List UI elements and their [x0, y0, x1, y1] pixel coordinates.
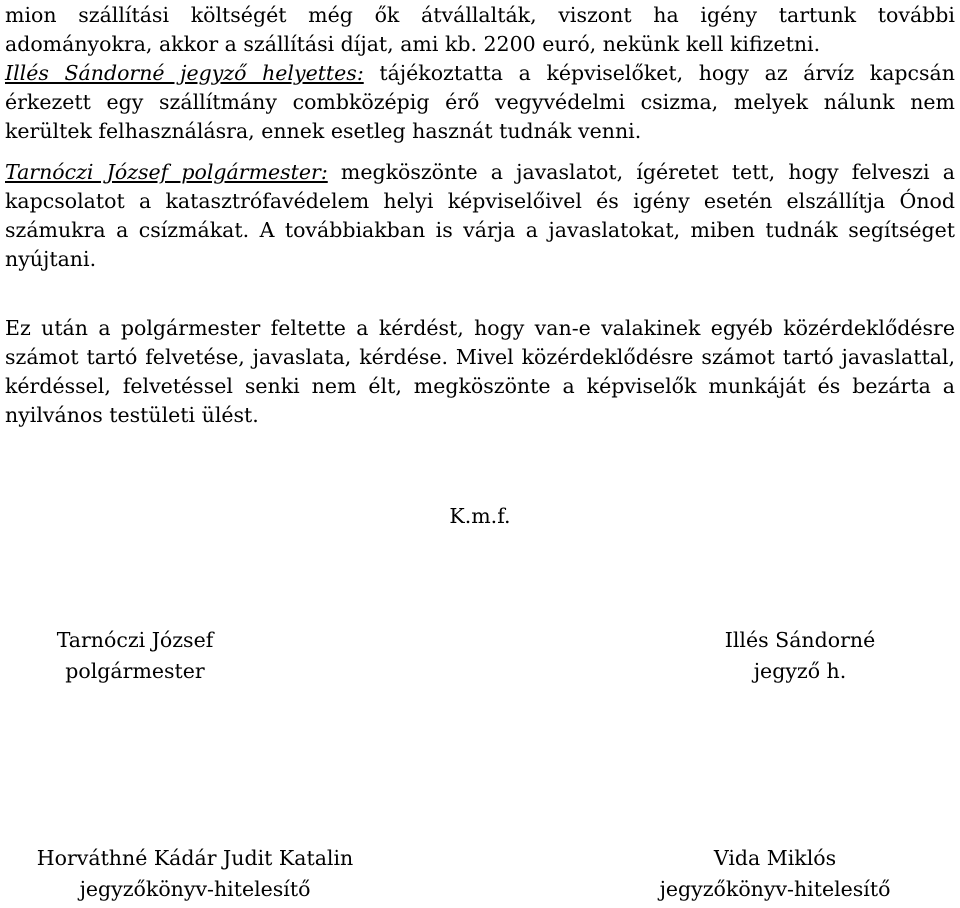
kmf-label: K.m.f. [449, 504, 511, 528]
signature-title: jegyzőkönyv-hitelesítő [659, 877, 891, 901]
paragraph-notary-deputy [5, 59, 955, 146]
signature-block-mayor [5, 625, 265, 687]
signature-name: Vida Miklós [713, 846, 837, 870]
signature-title: jegyző h. [753, 659, 847, 683]
speaker-mayor: Tarnóczi József polgármester: [5, 160, 328, 184]
signature-block-authenticator-2 [610, 843, 940, 905]
signature-title: polgármester [65, 659, 205, 683]
signature-name: Horváthné Kádár Judit Katalin [36, 846, 354, 870]
signature-title: jegyzőkönyv-hitelesítő [79, 877, 311, 901]
signature-block-authenticator-1 [5, 843, 385, 905]
paragraph-mayor-response [5, 158, 955, 274]
signature-name: Illés Sándorné [724, 628, 876, 652]
signature-name: Tarnóczi József [56, 628, 214, 652]
speaker-notary-deputy: Illés Sándorné jegyző helyettes: [5, 61, 364, 85]
paragraph-shipping-cost: mion szállítási költségét még ők átvállalták, viszont ha igény tartunk további adományokra, akkor a szállítási díjat, ami kb. 2200 euró, nekünk kell kifizetni. [5, 3, 955, 56]
signature-block-notary [670, 625, 930, 687]
paragraph-notary-deputy-text: tájékoztatta a képviselőket, hogy az árvíz kapcsán érkezett egy szállítmány combközépig érő vegyvédelmi csizma, melyek nálunk nem kerültek felhasználásra, ennek esetleg hasznát tudnák venni. [5, 61, 955, 143]
paragraph-mayor-response-text: megköszönte a javaslatot, ígéretet tett, hogy felveszi a kapcsolatot a katasztrófavédelem helyi képviselőivel és igény esetén elszállítja Ónod számukra a csízmákat. A továbbiakban is várja a javaslatokat, miben tudnák segítséget nyújtani. [5, 160, 955, 271]
paragraph-closing: Ez után a polgármester feltette a kérdést, hogy van-e valakinek egyéb közérdeklődésre számot tartó felvetése, javaslata, kérdése. Mivel közérdeklődésre számot tartó javaslattal, kérdéssel, felvetéssel senki nem élt, megköszönte a képviselők munkáját és bezárta a nyilvános testületi ülést. [5, 316, 955, 427]
